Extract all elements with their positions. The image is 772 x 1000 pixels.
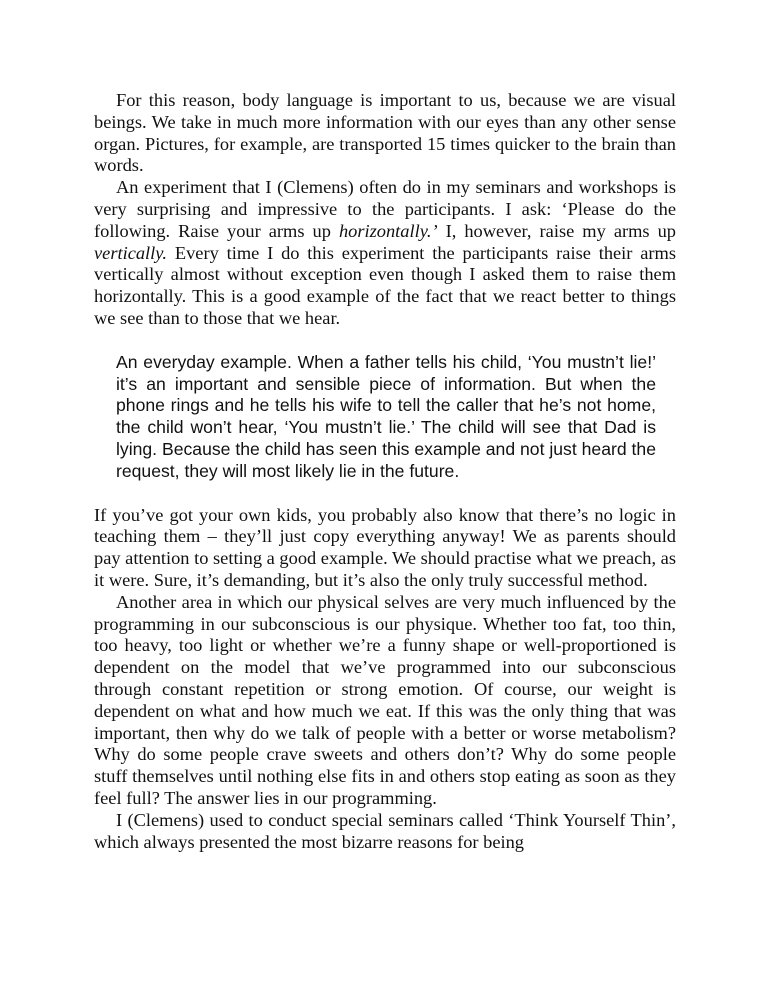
experiment-text-end: Every time I do this experiment the participants raise their arms vertically almost without exception even though I asked them to raise them horizontally. This is a good example of the fact that we react better to things we see than to those that we hear. [94, 242, 676, 328]
experiment-text-start: An experiment that I (Clemens) often do in my seminars and workshops is very surprising and impressive to the participants. I ask: ‘Please do the following. Raise your arms up [94, 177, 676, 241]
paragraph-own-kids: If you’ve got your own kids, you probably also know that there’s no logic in teaching them – they’ll just copy everything anyway! We as parents should pay attention to setting a good example. We should practise what we preach, as it were. Sure, it’s demanding, but it’s also the only truly successful method. [94, 504, 676, 590]
paragraph-body-language: For this reason, body language is important to us, because we are visual beings. We take in much more information with our eyes than any other sense organ. Pictures, for example, are transported 15 times quicker to the brain than words. [94, 90, 676, 176]
emphasis-vertically: vertically. [94, 242, 168, 263]
experiment-text-middle: I, however, raise my arms up [437, 220, 677, 241]
document-page [94, 90, 676, 853]
paragraph-experiment [94, 177, 676, 330]
callout-everyday-example: An everyday example. When a father tells his child, ‘You mustn’t lie!’ it’s an important and sensible piece of information. But when the phone rings and he tells his wife to tell the caller that he’s not home, the child won’t hear, ‘You mustn’t lie.’ The child will see that Dad is lying. Because the child has seen this example and not just heard the request, they will most likely lie in the future. [116, 351, 656, 481]
paragraph-think-yourself-thin: I (Clemens) used to conduct special seminars called ‘Think Yourself Thin’, which always presented the most bizarre reasons for being [94, 809, 676, 852]
emphasis-horizontally: horizontally.’ [338, 220, 438, 241]
paragraph-physique: Another area in which our physical selves are very much influenced by the programming in our subconscious is our physique. Whether too fat, too thin, too heavy, too light or whether we’re a funny shape or well-proportioned is dependent on the model that we’ve programmed into our subconscious through constant repetition or strong emotion. Of course, our weight is dependent on what and how much we eat. If this was the only thing that was important, then why do we talk of people with a better or worse metabolism? Why do some people crave sweets and others don’t? Why do some people stuff themselves until nothing else fits in and others stop eating as soon as they feel full? The answer lies in our programming. [94, 591, 676, 808]
